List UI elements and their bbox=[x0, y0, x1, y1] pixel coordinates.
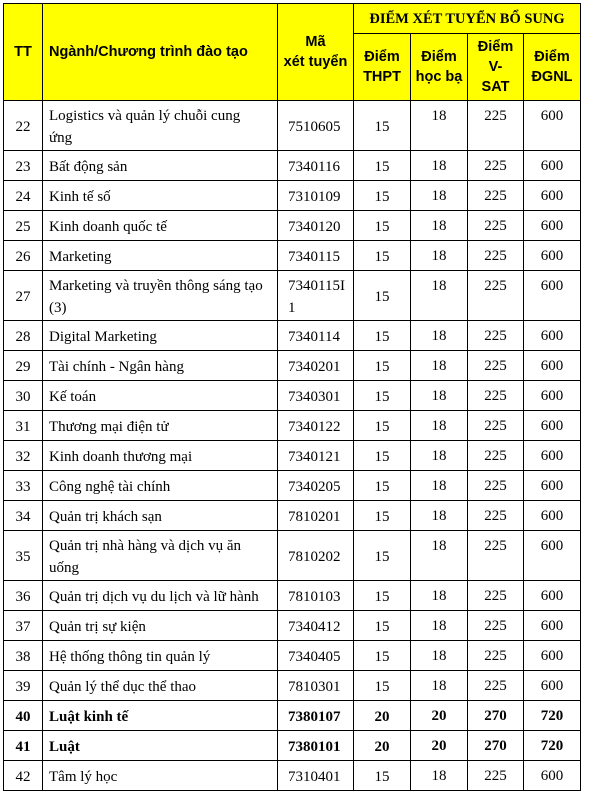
header-score-group: ĐIỂM XÉT TUYỂN BỔ SUNG bbox=[354, 4, 581, 34]
table-row bbox=[4, 731, 581, 761]
program-name-cell: Quản trị sự kiện bbox=[43, 611, 278, 641]
table-row bbox=[4, 761, 581, 791]
program-name-cell: Kinh doanh thương mại bbox=[43, 441, 278, 471]
vsat-score-cell: 225 bbox=[468, 101, 524, 151]
program-name-cell: Kinh doanh quốc tế bbox=[43, 211, 278, 241]
hoc-ba-score-cell: 18 bbox=[411, 471, 468, 501]
table-row bbox=[4, 151, 581, 181]
program-name-cell: Digital Marketing bbox=[43, 321, 278, 351]
header-hoc-ba-score: Điểm học bạ bbox=[411, 34, 468, 101]
thpt-score-cell: 15 bbox=[354, 381, 411, 411]
vsat-score-cell: 225 bbox=[468, 581, 524, 611]
row-number-cell: 26 bbox=[4, 241, 43, 271]
row-number-cell: 37 bbox=[4, 611, 43, 641]
hoc-ba-score-cell: 18 bbox=[411, 671, 468, 701]
dgnl-score-cell: 600 bbox=[524, 411, 581, 441]
dgnl-score-cell: 600 bbox=[524, 181, 581, 211]
thpt-score-cell: 15 bbox=[354, 671, 411, 701]
dgnl-score-cell: 600 bbox=[524, 241, 581, 271]
row-number-cell: 25 bbox=[4, 211, 43, 241]
vsat-score-cell: 225 bbox=[468, 471, 524, 501]
vsat-score-cell: 225 bbox=[468, 641, 524, 671]
table-row bbox=[4, 701, 581, 731]
table-row bbox=[4, 501, 581, 531]
thpt-score-cell: 15 bbox=[354, 351, 411, 381]
dgnl-score-cell: 600 bbox=[524, 641, 581, 671]
row-number-cell: 22 bbox=[4, 101, 43, 151]
admission-code-cell: 7380101 bbox=[278, 731, 354, 761]
program-name-cell: Công nghệ tài chính bbox=[43, 471, 278, 501]
admission-code-cell: 7340205 bbox=[278, 471, 354, 501]
admission-code-cell: 7340412 bbox=[278, 611, 354, 641]
dgnl-score-cell: 600 bbox=[524, 211, 581, 241]
row-number-cell: 36 bbox=[4, 581, 43, 611]
table-row bbox=[4, 271, 581, 321]
thpt-score-cell: 15 bbox=[354, 581, 411, 611]
admission-code-cell: 7810202 bbox=[278, 531, 354, 581]
vsat-score-cell: 225 bbox=[468, 671, 524, 701]
vsat-score-cell: 225 bbox=[468, 241, 524, 271]
thpt-score-cell: 15 bbox=[354, 101, 411, 151]
hoc-ba-score-cell: 18 bbox=[411, 181, 468, 211]
table-row bbox=[4, 611, 581, 641]
thpt-score-cell: 15 bbox=[354, 501, 411, 531]
program-name-cell: Quản trị nhà hàng và dịch vụ ăn uống bbox=[43, 531, 278, 581]
hoc-ba-score-cell: 18 bbox=[411, 351, 468, 381]
thpt-score-cell: 15 bbox=[354, 531, 411, 581]
admission-code-cell: 7380107 bbox=[278, 701, 354, 731]
header-dgnl-score: Điểm ĐGNL bbox=[524, 34, 581, 101]
admission-code-cell: 7340120 bbox=[278, 211, 354, 241]
admission-code-cell: 7510605 bbox=[278, 101, 354, 151]
header-row-top bbox=[4, 4, 581, 34]
hoc-ba-score-cell: 20 bbox=[411, 731, 468, 761]
vsat-score-cell: 225 bbox=[468, 611, 524, 641]
dgnl-score-cell: 600 bbox=[524, 321, 581, 351]
table-row bbox=[4, 211, 581, 241]
program-name-cell: Thương mại điện tử bbox=[43, 411, 278, 441]
row-number-cell: 38 bbox=[4, 641, 43, 671]
admission-code-cell: 7340201 bbox=[278, 351, 354, 381]
program-name-cell: Hệ thống thông tin quản lý bbox=[43, 641, 278, 671]
thpt-score-cell: 15 bbox=[354, 181, 411, 211]
table-row bbox=[4, 101, 581, 151]
dgnl-score-cell: 600 bbox=[524, 501, 581, 531]
row-number-cell: 23 bbox=[4, 151, 43, 181]
dgnl-score-cell: 600 bbox=[524, 671, 581, 701]
thpt-score-cell: 15 bbox=[354, 471, 411, 501]
thpt-score-cell: 15 bbox=[354, 611, 411, 641]
program-name-cell: Marketing bbox=[43, 241, 278, 271]
row-number-cell: 31 bbox=[4, 411, 43, 441]
hoc-ba-score-cell: 20 bbox=[411, 701, 468, 731]
dgnl-score-cell: 600 bbox=[524, 271, 581, 321]
admission-code-cell: 7340116 bbox=[278, 151, 354, 181]
admission-code-cell: 7340115I1 bbox=[278, 271, 354, 321]
row-number-cell: 32 bbox=[4, 441, 43, 471]
hoc-ba-score-cell: 18 bbox=[411, 761, 468, 791]
admission-code-cell: 7340115 bbox=[278, 241, 354, 271]
header-admission-code: Mã xét tuyển bbox=[278, 4, 354, 101]
program-name-cell: Tâm lý học bbox=[43, 761, 278, 791]
vsat-score-cell: 270 bbox=[468, 701, 524, 731]
thpt-score-cell: 15 bbox=[354, 411, 411, 441]
header-tt: TT bbox=[4, 4, 43, 101]
dgnl-score-cell: 600 bbox=[524, 761, 581, 791]
thpt-score-cell: 15 bbox=[354, 151, 411, 181]
table-row bbox=[4, 381, 581, 411]
vsat-score-cell: 225 bbox=[468, 351, 524, 381]
dgnl-score-cell: 600 bbox=[524, 441, 581, 471]
table-row bbox=[4, 581, 581, 611]
header-program: Ngành/Chương trình đào tạo bbox=[43, 4, 278, 101]
table-row bbox=[4, 241, 581, 271]
hoc-ba-score-cell: 18 bbox=[411, 101, 468, 151]
dgnl-score-cell: 600 bbox=[524, 531, 581, 581]
row-number-cell: 40 bbox=[4, 701, 43, 731]
table-row bbox=[4, 351, 581, 381]
row-number-cell: 35 bbox=[4, 531, 43, 581]
vsat-score-cell: 225 bbox=[468, 441, 524, 471]
row-number-cell: 27 bbox=[4, 271, 43, 321]
admission-code-cell: 7340121 bbox=[278, 441, 354, 471]
dgnl-score-cell: 600 bbox=[524, 151, 581, 181]
vsat-score-cell: 225 bbox=[468, 211, 524, 241]
table-row bbox=[4, 471, 581, 501]
admission-code-cell: 7810103 bbox=[278, 581, 354, 611]
thpt-score-cell: 15 bbox=[354, 241, 411, 271]
header-thpt-score: Điểm THPT bbox=[354, 34, 411, 101]
dgnl-score-cell: 600 bbox=[524, 611, 581, 641]
dgnl-score-cell: 720 bbox=[524, 731, 581, 761]
vsat-score-cell: 225 bbox=[468, 181, 524, 211]
hoc-ba-score-cell: 18 bbox=[411, 271, 468, 321]
table-row bbox=[4, 671, 581, 701]
program-name-cell: Bất động sản bbox=[43, 151, 278, 181]
thpt-score-cell: 15 bbox=[354, 271, 411, 321]
admission-code-cell: 7310401 bbox=[278, 761, 354, 791]
row-number-cell: 39 bbox=[4, 671, 43, 701]
vsat-score-cell: 270 bbox=[468, 731, 524, 761]
table-body bbox=[4, 101, 581, 791]
hoc-ba-score-cell: 18 bbox=[411, 581, 468, 611]
admissions-table bbox=[3, 3, 581, 791]
program-name-cell: Logistics và quản lý chuỗi cung ứng bbox=[43, 101, 278, 151]
header-vsat-score: Điểm V- SAT bbox=[468, 34, 524, 101]
program-name-cell: Kinh tế số bbox=[43, 181, 278, 211]
program-name-cell: Marketing và truyền thông sáng tạo (3) bbox=[43, 271, 278, 321]
thpt-score-cell: 15 bbox=[354, 441, 411, 471]
row-number-cell: 33 bbox=[4, 471, 43, 501]
hoc-ba-score-cell: 18 bbox=[411, 151, 468, 181]
row-number-cell: 34 bbox=[4, 501, 43, 531]
row-number-cell: 29 bbox=[4, 351, 43, 381]
row-number-cell: 28 bbox=[4, 321, 43, 351]
program-name-cell: Tài chính - Ngân hàng bbox=[43, 351, 278, 381]
thpt-score-cell: 20 bbox=[354, 701, 411, 731]
row-number-cell: 30 bbox=[4, 381, 43, 411]
thpt-score-cell: 20 bbox=[354, 731, 411, 761]
table-row bbox=[4, 441, 581, 471]
program-name-cell: Luật bbox=[43, 731, 278, 761]
hoc-ba-score-cell: 18 bbox=[411, 411, 468, 441]
hoc-ba-score-cell: 18 bbox=[411, 241, 468, 271]
thpt-score-cell: 15 bbox=[354, 321, 411, 351]
row-number-cell: 42 bbox=[4, 761, 43, 791]
vsat-score-cell: 225 bbox=[468, 501, 524, 531]
hoc-ba-score-cell: 18 bbox=[411, 441, 468, 471]
program-name-cell: Quản trị dịch vụ du lịch và lữ hành bbox=[43, 581, 278, 611]
thpt-score-cell: 15 bbox=[354, 761, 411, 791]
hoc-ba-score-cell: 18 bbox=[411, 321, 468, 351]
dgnl-score-cell: 600 bbox=[524, 471, 581, 501]
vsat-score-cell: 225 bbox=[468, 531, 524, 581]
table-row bbox=[4, 531, 581, 581]
admission-code-cell: 7340114 bbox=[278, 321, 354, 351]
hoc-ba-score-cell: 18 bbox=[411, 381, 468, 411]
hoc-ba-score-cell: 18 bbox=[411, 211, 468, 241]
table-header bbox=[4, 4, 581, 101]
row-number-cell: 24 bbox=[4, 181, 43, 211]
program-name-cell: Quản lý thể dục thể thao bbox=[43, 671, 278, 701]
admission-code-cell: 7340405 bbox=[278, 641, 354, 671]
table-row bbox=[4, 181, 581, 211]
dgnl-score-cell: 600 bbox=[524, 351, 581, 381]
dgnl-score-cell: 600 bbox=[524, 381, 581, 411]
program-name-cell: Quản trị khách sạn bbox=[43, 501, 278, 531]
program-name-cell: Kế toán bbox=[43, 381, 278, 411]
admission-code-cell: 7810301 bbox=[278, 671, 354, 701]
program-name-cell: Luật kinh tế bbox=[43, 701, 278, 731]
admission-code-cell: 7810201 bbox=[278, 501, 354, 531]
dgnl-score-cell: 600 bbox=[524, 101, 581, 151]
row-number-cell: 41 bbox=[4, 731, 43, 761]
admission-code-cell: 7340301 bbox=[278, 381, 354, 411]
table-row bbox=[4, 641, 581, 671]
table-row bbox=[4, 411, 581, 441]
vsat-score-cell: 225 bbox=[468, 271, 524, 321]
vsat-score-cell: 225 bbox=[468, 761, 524, 791]
hoc-ba-score-cell: 18 bbox=[411, 611, 468, 641]
vsat-score-cell: 225 bbox=[468, 151, 524, 181]
thpt-score-cell: 15 bbox=[354, 211, 411, 241]
hoc-ba-score-cell: 18 bbox=[411, 531, 468, 581]
hoc-ba-score-cell: 18 bbox=[411, 501, 468, 531]
vsat-score-cell: 225 bbox=[468, 411, 524, 441]
vsat-score-cell: 225 bbox=[468, 321, 524, 351]
vsat-score-cell: 225 bbox=[468, 381, 524, 411]
dgnl-score-cell: 720 bbox=[524, 701, 581, 731]
admission-code-cell: 7310109 bbox=[278, 181, 354, 211]
hoc-ba-score-cell: 18 bbox=[411, 641, 468, 671]
thpt-score-cell: 15 bbox=[354, 641, 411, 671]
table-row bbox=[4, 321, 581, 351]
dgnl-score-cell: 600 bbox=[524, 581, 581, 611]
admission-code-cell: 7340122 bbox=[278, 411, 354, 441]
